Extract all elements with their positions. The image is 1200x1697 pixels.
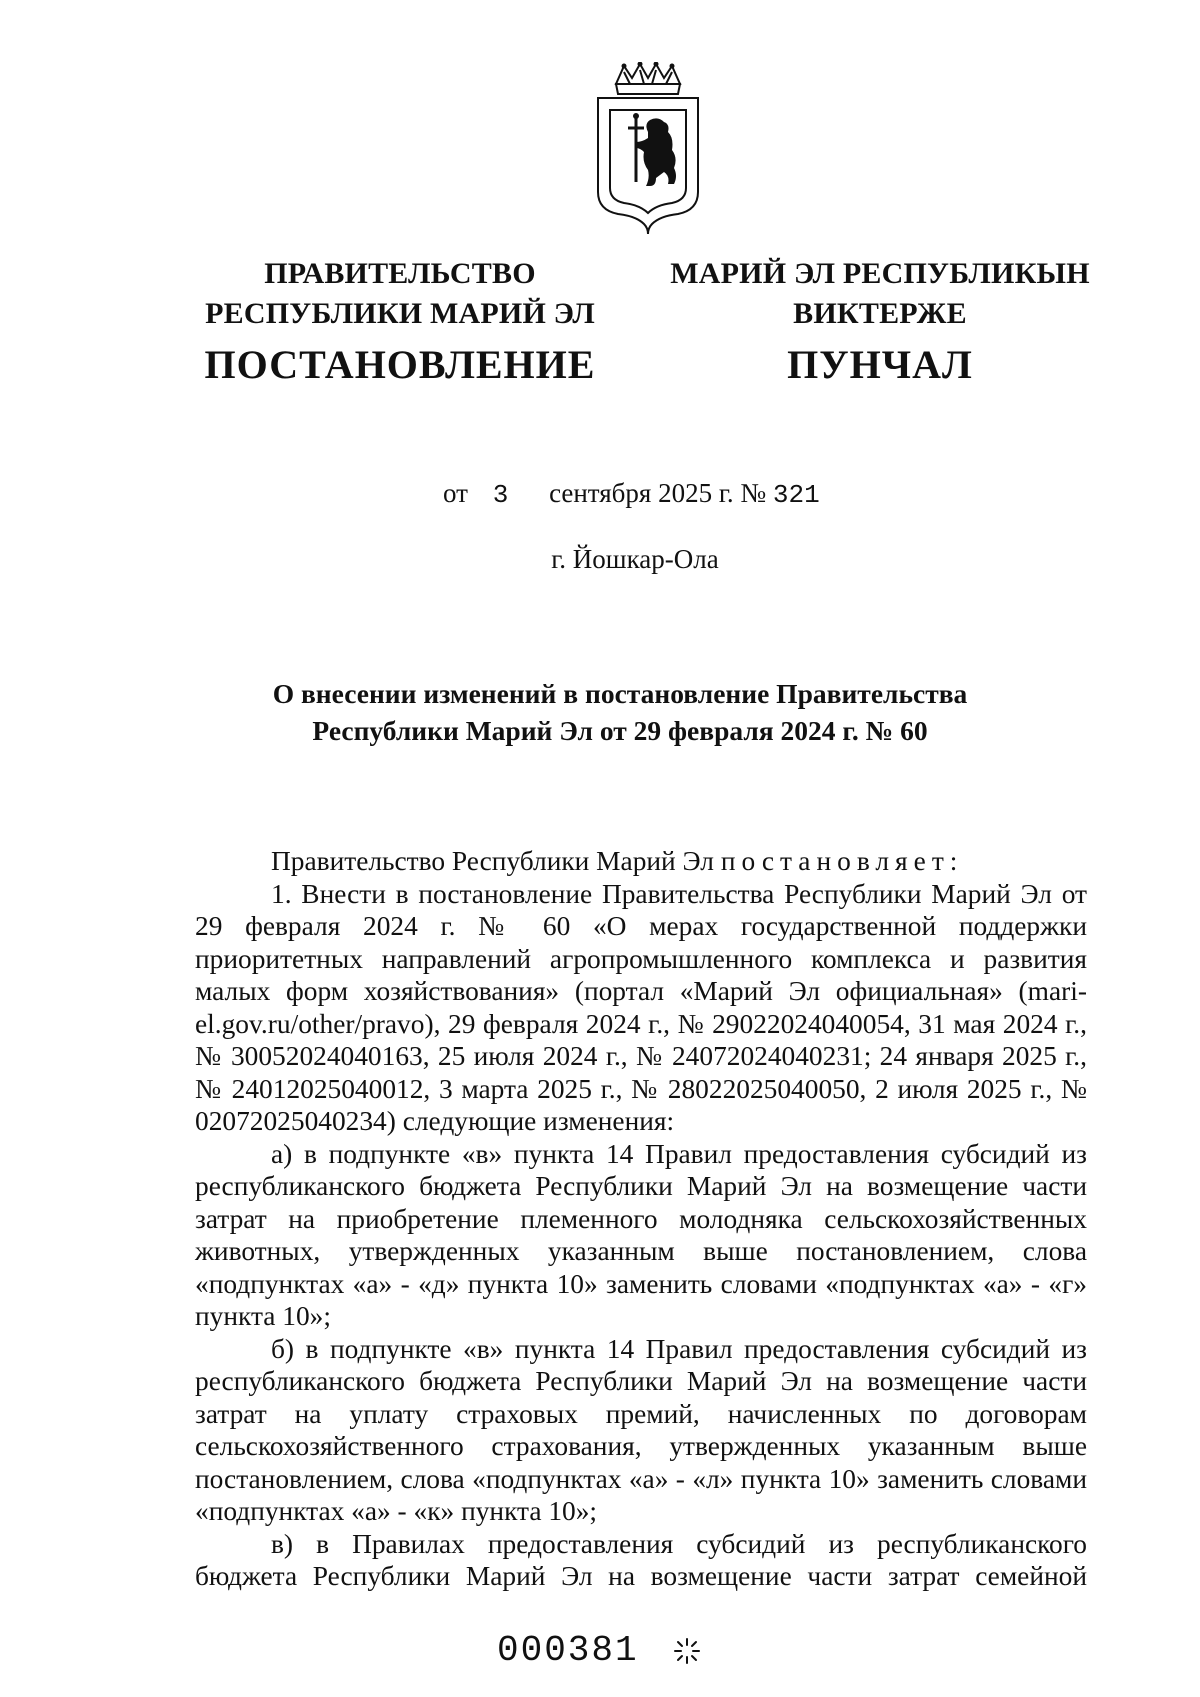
lead-spaced-word: постановляет: — [720, 846, 964, 876]
dateline — [443, 478, 820, 510]
dateline-number: 321 — [772, 480, 820, 510]
header-right-doc-type: ПУНЧАЛ — [787, 342, 973, 387]
paragraph-b: б) в подпункте «в» пункта 14 Правил предоставления субсидий из республиканского бюджета Республики Марий Эл на возмещение части затрат на уплату страховых премий, начисленных по договорам сельскохозяйственного страхования, утвержденных указанным выше постановлением, слова «подпунктах «а» - «л» пункта 10» заменить словами «подпунктах «а» - «к» пункта 10»; — [195, 1333, 1087, 1526]
serial-number: 000381 — [497, 1630, 639, 1671]
header-left-doc-type: ПОСТАНОВЛЕНИЕ — [204, 342, 596, 387]
dateline-day: 3 — [492, 480, 509, 510]
paragraph-c: в) в Правилах предоставления субсидий из республиканского бюджета Республики Марий Эл на возмещение части затрат семейной — [195, 1528, 1087, 1591]
dateline-prefix: от — [443, 478, 468, 508]
city: г. Йошкар-Ола — [551, 544, 719, 574]
paragraph-a: а) в подпункте «в» пункта 14 Правил предоставления субсидий из республиканского бюджета Республики Марий Эл на возмещение части затрат на приобретение племенного молодняка сельскохозяйственных животных, утвержденных указанным выше постановлением, слова «подпунктах «а» - «д» пункта 10» заменить словами «подпунктах «а» - «г» пункта 10»; — [195, 1138, 1087, 1331]
document-body — [195, 845, 1087, 1593]
lead-text: Правительство Республики Марий Эл — [271, 846, 714, 876]
header-left-line1: ПРАВИТЕЛЬСТВО — [264, 257, 536, 290]
header-left — [180, 254, 620, 390]
header-right — [660, 254, 1100, 390]
header-left-line2: РЕСПУБЛИКИ МАРИЙ ЭЛ — [205, 297, 595, 330]
document-title — [240, 675, 1000, 749]
coat-of-arms-icon — [590, 62, 706, 237]
title-line1: О внесении изменений в постановление Правительства — [272, 678, 968, 709]
header-right-line1: МАРИЙ ЭЛ РЕСПУБЛИКЫН — [670, 257, 1090, 290]
lead-paragraph — [195, 845, 1087, 878]
asterisk-mark-icon — [672, 1636, 702, 1666]
dateline-date-text: сентября 2025 г. № — [549, 478, 767, 508]
title-line2: Республики Марий Эл от 29 февраля 2024 г. № 60 — [312, 715, 928, 746]
paragraph-1: 1. Внести в постановление Правительства Республики Марий Эл от 29 февраля 2024 г. № 60 «О мерах государственной поддержки приоритетных направлений агропромышленного комплекса и развития малых форм хозяйствования» (портал «Марий Эл официальная» (mari-el.gov.ru/other/pravo), 29 февраля 2024 г., № 29022024040054, 31 мая 2024 г., № 30052024040163, 25 июля 2024 г., № 24072024040231; 24 января 2025 г., № 24012025040012, 3 марта 2025 г., № 28022025040050, 2 июля 2025 г., № 02072025040234) следующие изменения: — [195, 878, 1087, 1136]
header-right-line2: ВИКТЕРЖЕ — [793, 297, 967, 330]
